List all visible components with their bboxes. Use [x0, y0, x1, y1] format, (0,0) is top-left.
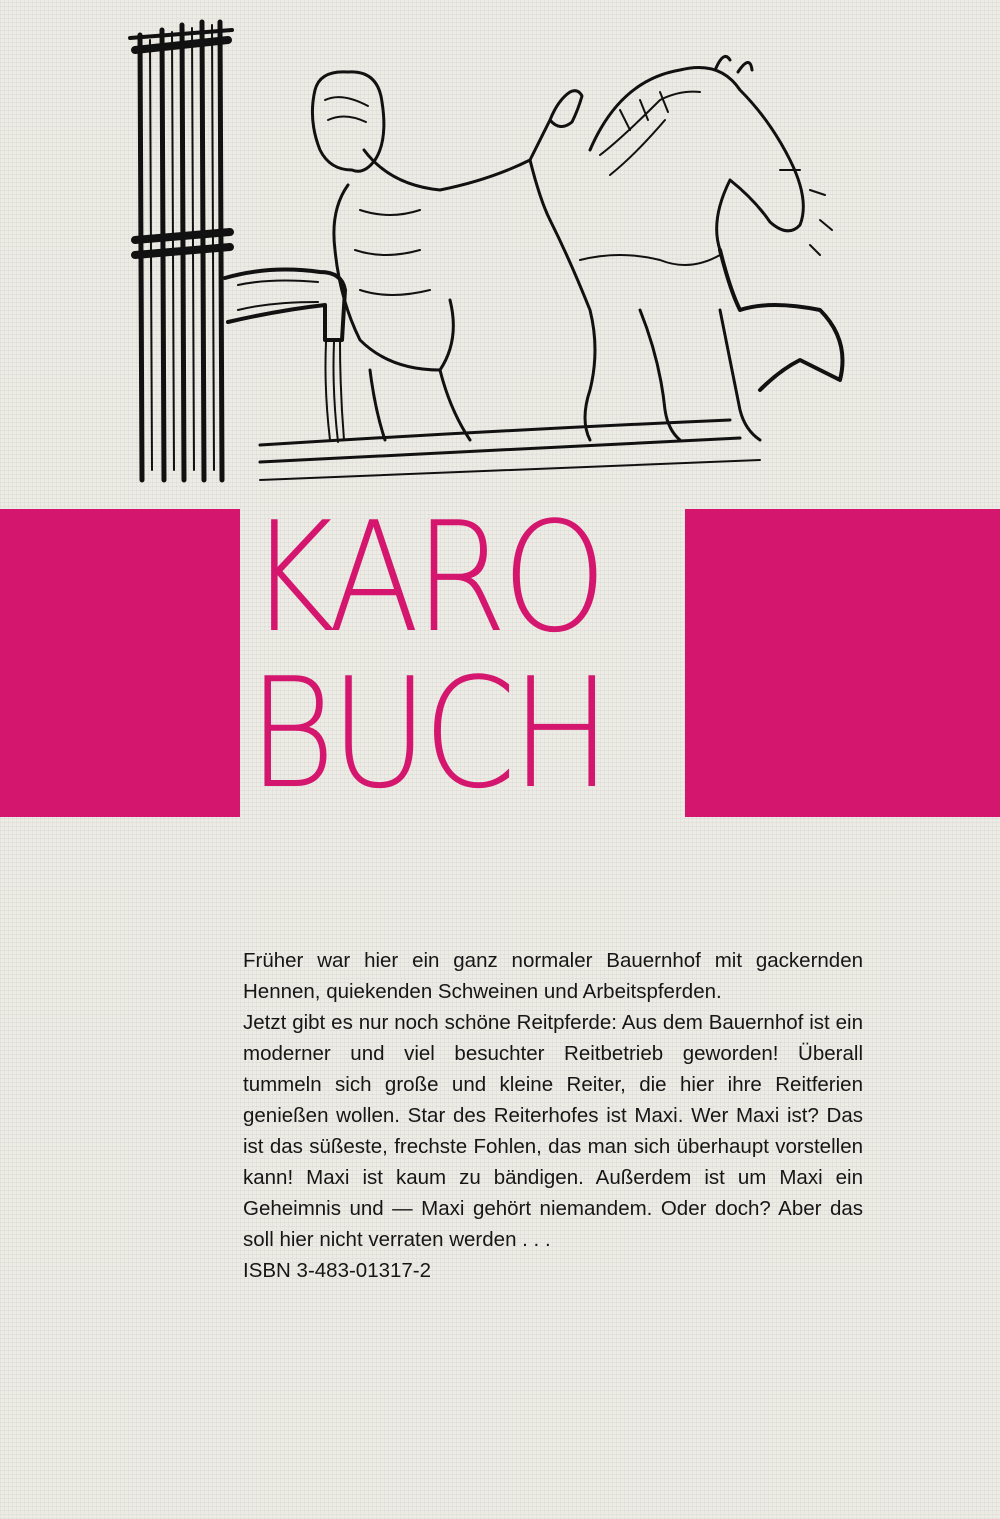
logo-line-karo: KARO [248, 489, 602, 666]
karo-buch-logo [248, 489, 635, 830]
blurb-paragraph-1: Früher war hier ein ganz normaler Bauernhof mit gackernden Hennen, quiekenden Schweinen und Arbeitspferden. [243, 949, 863, 1003]
back-cover-blurb [243, 945, 863, 1286]
logo-line-buch: BUCH [248, 645, 607, 822]
logo-band-right [685, 509, 1000, 817]
blurb-paragraph-2: Jetzt gibt es nur noch schöne Reitpferde: Aus dem Bauernhof ist ein moderner und viel besuchter Reitbetrieb geworden! Überall tummeln sich große und kleine Reiter, die hier ihre Reitferien genießen wollen. Star des Reiterhofes ist Maxi. Wer Maxi ist? Das ist das süßeste, frechste Fohlen, das man sich überhaupt vorstellen kann! Maxi ist kaum zu bändigen. Außerdem ist um Maxi ein Geheimnis und — Maxi gehört niemandem. Oder doch? Aber das soll hier nicht verraten werden . . . [243, 1011, 863, 1251]
girl-washing-foal-at-water-pump-icon [120, 10, 880, 495]
isbn-number: ISBN 3-483-01317-2 [243, 1259, 432, 1282]
logo-band-left [0, 509, 240, 817]
